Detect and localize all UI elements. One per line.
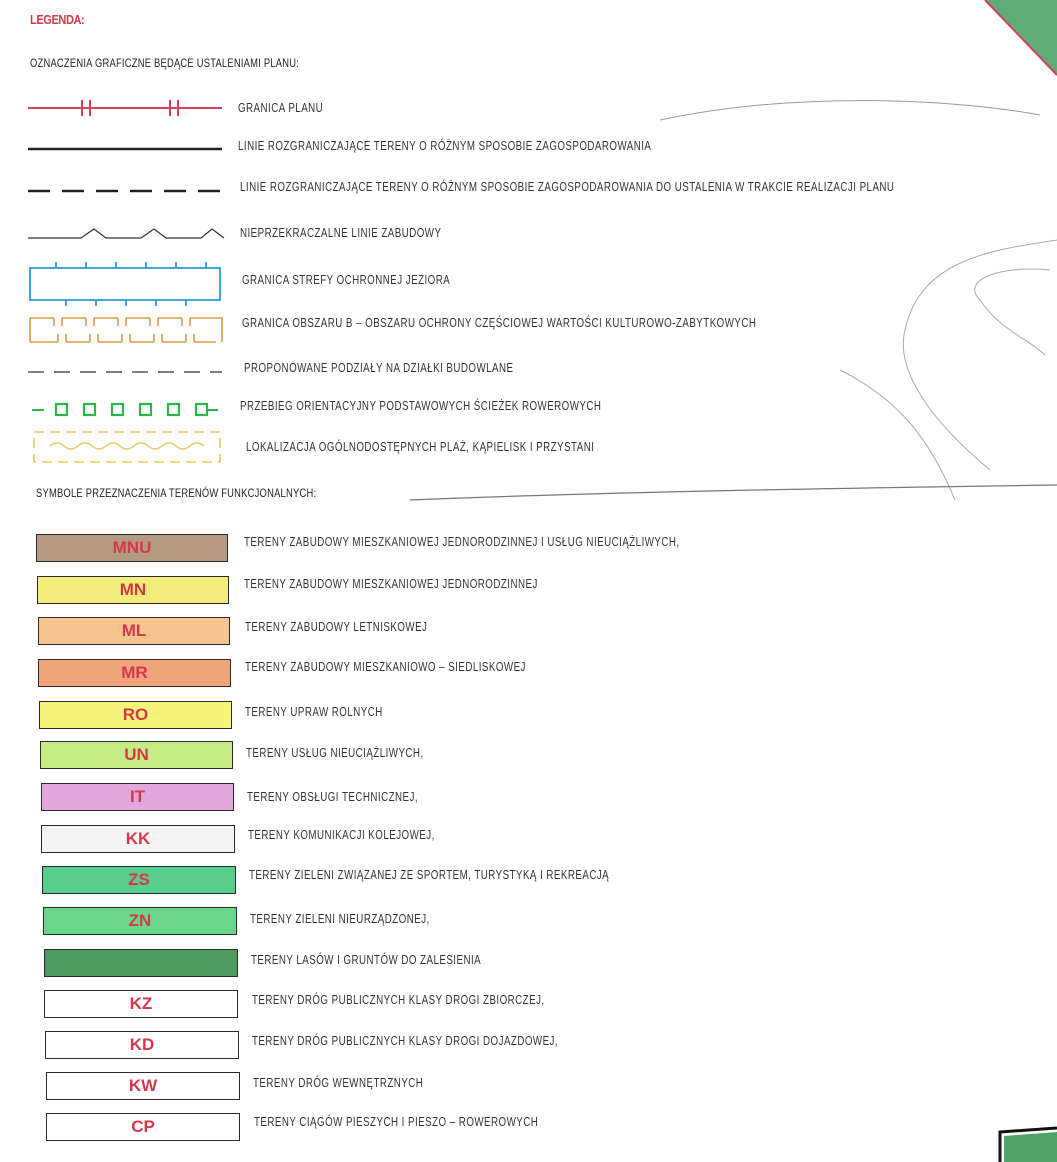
- zone-swatch-cp: CP: [46, 1113, 240, 1141]
- zone-label: TERENY DRÓG PUBLICZNYCH KLASY DROGI DOJAZDOWEJ,: [252, 1034, 559, 1048]
- line-item-label: PRZEBIEG ORIENTACYJNY PODSTAWOWYCH ŚCIEŻEK ROWEROWYCH: [240, 399, 602, 413]
- line-item-label: NIEPRZEKRACZALNE LINIE ZABUDOWY: [240, 226, 442, 240]
- zone-label: TERENY DRÓG PUBLICZNYCH KLASY DROGI ZBIORCZEJ,: [252, 993, 545, 1007]
- line-item-label: GRANICA OBSZARU B – OBSZARU OCHRONY CZĘŚCIOWEJ WARTOŚCI KULTUROWO-ZABYTKOWYCH: [242, 316, 757, 330]
- zone-label: TERENY ZIELENI NIEURZĄDZONEJ,: [250, 912, 430, 926]
- zone-label: TERENY ZABUDOWY MIESZKANIOWEJ JEDNORODZINNEJ I USŁUG NIEUCIĄŻLIWYCH,: [244, 535, 680, 549]
- section-graphic-title: OZNACZENIA GRAFICZNE BĘDĄCE USTALENIAMI PLANU:: [30, 56, 300, 70]
- zone-swatch-mn: MN: [37, 576, 229, 604]
- proposed-division-symbol: [26, 366, 226, 378]
- zone-swatch-it: IT: [41, 783, 234, 811]
- solid-boundary-symbol: [26, 142, 226, 156]
- zone-label: TERENY USŁUG NIEUCIĄŻLIWYCH,: [246, 746, 424, 760]
- zone-swatch-kw: KW: [46, 1072, 240, 1100]
- zone-label: TERENY UPRAW ROLNYCH: [245, 705, 383, 719]
- zone-label: TERENY OBSŁUGI TECHNICZNEJ,: [247, 790, 419, 804]
- zone-swatch-kk: KK: [41, 825, 235, 853]
- beach-symbol: [30, 428, 226, 468]
- zone-label: TERENY ZIELENI ZWIĄZANEJ ZE SPORTEM, TURYSTYKĄ I REKREACJĄ: [249, 868, 610, 882]
- dashed-boundary-symbol: [26, 184, 226, 198]
- zone-swatch-mnu: MNU: [36, 534, 228, 562]
- line-item-label: GRANICA PLANU: [238, 101, 324, 115]
- zone-label: TERENY ZABUDOWY MIESZKANIOWO – SIEDLISKOWEJ: [245, 660, 526, 674]
- zone-swatch-zs: ZS: [42, 866, 236, 894]
- plan-boundary-symbol: [26, 98, 226, 118]
- zone-swatch-ro: RO: [39, 701, 232, 729]
- zone-label: TERENY LASÓW I GRUNTÓW DO ZALESIENIA: [251, 953, 482, 967]
- line-item-label: GRANICA STREFY OCHRONNEJ JEZIORA: [242, 273, 451, 287]
- zone-label: TERENY KOMUNIKACJI KOLEJOWEJ,: [248, 828, 435, 842]
- section-symbols-title: SYMBOLE PRZEZNACZENIA TERENÓW FUNKCJONALNYCH:: [36, 486, 317, 500]
- zone-swatch-zn: ZN: [43, 907, 237, 935]
- bicycle-path-symbol: [26, 400, 226, 420]
- zone-label: TERENY DRÓG WEWNĘTRZNYCH: [253, 1076, 424, 1090]
- zone-swatch-un: UN: [40, 741, 233, 769]
- line-item-label: PROPONOWANE PODZIAŁY NA DZIAŁKI BUDOWLANE: [244, 361, 514, 375]
- zone-swatch-ml: ML: [38, 617, 230, 645]
- line-item-label: LINIE ROZGRANICZAJĄCE TERENY O RÓŻNYM SPOSOBIE ZAGOSPODAROWANIA DO USTALENIA W TRAKCIE REALIZACJI PLANU: [240, 180, 895, 194]
- legend-title: LEGENDA:: [30, 12, 85, 27]
- line-item-label: LOKALIZACJA OGÓLNODOSTĘPNYCH PLAŻ, KĄPIELISK I PRZYSTANI: [246, 440, 595, 454]
- area-b-boundary-symbol: [26, 312, 226, 348]
- zone-swatch-kz: KZ: [44, 990, 238, 1018]
- zone-label: TERENY CIĄGÓW PIESZYCH I PIESZO – ROWEROWYCH: [254, 1115, 539, 1129]
- zone-swatch-forest: [44, 949, 238, 977]
- zone-swatch-mr: MR: [38, 659, 231, 687]
- line-item-label: LINIE ROZGRANICZAJĄCE TERENY O RÓŻNYM SPOSOBIE ZAGOSPODAROWANIA: [238, 139, 652, 153]
- lake-protection-zone-symbol: [26, 258, 226, 306]
- building-line-symbol: [26, 224, 226, 244]
- zone-swatch-kd: KD: [45, 1031, 239, 1059]
- zone-label: TERENY ZABUDOWY MIESZKANIOWEJ JEDNORODZINNEJ: [244, 577, 538, 591]
- zone-label: TERENY ZABUDOWY LETNISKOWEJ: [245, 620, 428, 634]
